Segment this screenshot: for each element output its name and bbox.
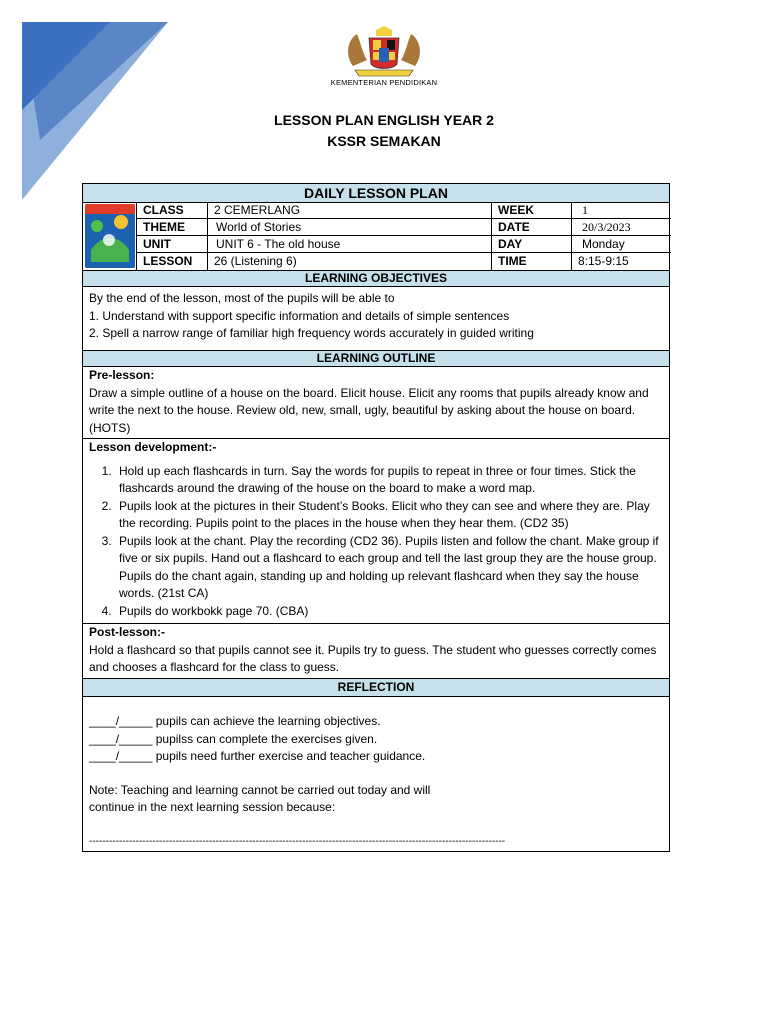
coat-of-arms-logo xyxy=(343,26,425,78)
time-value: 8:15-9:15 xyxy=(571,253,671,270)
lesson-value: 26 (Listening 6) xyxy=(207,253,491,270)
class-label: CLASS xyxy=(136,202,207,219)
development-step: 1. Hold up each flashcards in turn. Say the words for pupils to repeat in three or four times. Stick the flashcards around the drawing of the house on the board to make a word map. xyxy=(115,463,663,498)
development-step: 3. Pupils look at the chant. Play the recording (CD2 36). Pupils listen and follow the chant. Make group if five or six pupils. Hand out a flashcard to each group and tell the last group they are the house group. Pupils do the chant again, standing up and holding up relevant flashcard when they say the house words. (21st CA) xyxy=(115,533,663,603)
pre-lesson-section xyxy=(83,367,669,439)
answer-dash-line: ----------------------------------------------------------------------------------------------------------------------------- xyxy=(89,835,506,847)
daily-lesson-plan-heading: DAILY LESSON PLAN xyxy=(83,184,669,203)
lesson-plan-table xyxy=(82,183,670,852)
unit-label: UNIT xyxy=(136,236,207,253)
reflection-heading: REFLECTION xyxy=(83,678,669,697)
development-step: 2. Pupils look at the pictures in their Student’s Books. Elicit who they can see and where they are. Play the recording. Pupils point to the places in the house when they hear them. (CD2 35) xyxy=(115,498,663,533)
time-label: TIME xyxy=(491,253,571,270)
theme-label: THEME xyxy=(136,219,207,236)
date-label: DATE xyxy=(491,219,571,236)
date-value: 20/3/2023 xyxy=(571,219,671,236)
objectives-intro: By the end of the lesson, most of the pupils will be able to xyxy=(89,291,395,305)
week-value: 1 xyxy=(571,202,671,219)
reflection-section xyxy=(83,713,669,850)
objective-item: 2. Spell a narrow range of familiar high frequency words accurately in guided writing xyxy=(89,326,534,340)
day-value: Monday xyxy=(571,236,671,253)
day-label: DAY xyxy=(491,236,571,253)
lesson-label: LESSON xyxy=(136,253,207,270)
reflection-line: ____/_____ pupils need further exercise and teacher guidance. xyxy=(89,749,426,763)
textbook-cover-image xyxy=(85,204,135,268)
note-line: Note: Teaching and learning cannot be carried out today and will xyxy=(89,782,431,797)
development-step: 4. Pupils do workbokk page 70. (CBA) xyxy=(115,603,663,621)
corner-decoration xyxy=(0,0,170,200)
post-lesson-section xyxy=(83,624,669,678)
class-value: 2 CEMERLANG xyxy=(207,202,491,219)
unit-value: UNIT 6 - The old house xyxy=(207,236,491,253)
week-label: WEEK xyxy=(491,202,571,219)
page-subtitle: KSSR SEMAKAN xyxy=(327,133,441,149)
objective-item: 1. Understand with support specific information and details of simple sentences xyxy=(89,308,510,323)
theme-value: World of Stories xyxy=(207,219,491,236)
post-lesson-label: Post-lesson:- xyxy=(89,625,166,639)
lesson-development-label: Lesson development:- xyxy=(89,440,217,454)
learning-objectives xyxy=(83,290,669,343)
note-line: continue in the next learning session because: xyxy=(89,800,336,814)
post-lesson-text: Hold a flashcard so that pupils cannot see it. Pupils try to guess. The student who guesses correctly comes and chooses a flashcard for the class to guess. xyxy=(89,642,657,674)
ministry-name: KEMENTERIAN PENDIDIKAN xyxy=(330,78,438,87)
reflection-line: ____/_____ pupilss can complete the exercises given. xyxy=(89,731,378,746)
learning-objectives-heading: LEARNING OBJECTIVES xyxy=(83,270,669,287)
page-title: LESSON PLAN ENGLISH YEAR 2 xyxy=(274,112,494,128)
lesson-development-section xyxy=(83,439,669,624)
pre-lesson-label: Pre-lesson: xyxy=(89,368,155,382)
lesson-info-grid xyxy=(83,202,669,270)
learning-outline-heading: LEARNING OUTLINE xyxy=(83,350,669,367)
pre-lesson-text: Draw a simple outline of a house on the board. Elicit house. Elicit any rooms that pupils already know and write the next to the house. Review old, new, small, ugly, beautiful by asking about the house on board. (HOTS) xyxy=(89,385,649,435)
reflection-line: ____/_____ pupils can achieve the learning objectives. xyxy=(89,714,381,728)
development-steps xyxy=(89,463,663,621)
